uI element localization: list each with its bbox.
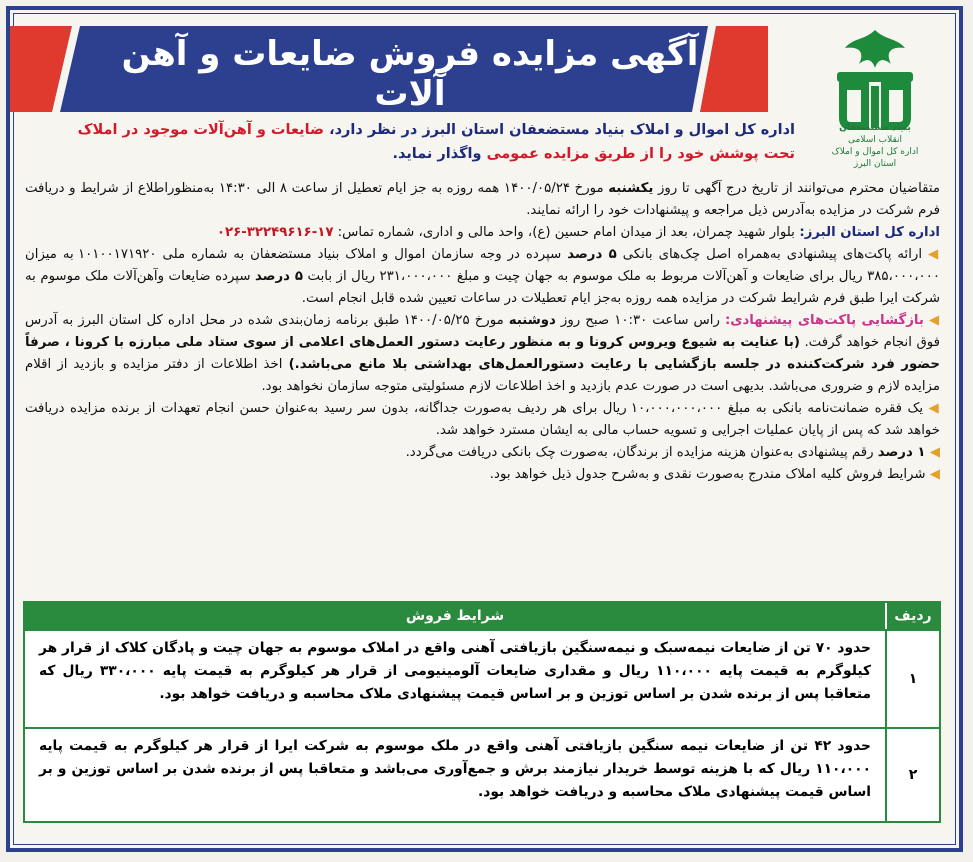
- header-row-number: ردیف: [885, 603, 939, 629]
- deposit-paragraph: [25, 244, 940, 310]
- lead-highlight: ضایعات و آهن‌آلات موجود در املاک تحت پوشش خود را از طریق مزایده عمومی: [77, 122, 795, 162]
- table-row: [25, 727, 939, 821]
- deposit-text-mid: سپرده در وجه سازمان اموال و املاک بنیاد مستضعفان به شماره ملی ۱۰۱۰۰۱۷۱۹۲۰ به میزان ۳۸۵،۰۰۰،۰۰۰ ریال برای ضایعات و آهن‌آلات مربوط به ملک موسوم به جهان چیت و مبلغ ۲۳۱،۰۰۰،۰۰۰ ریال از بابت: [25, 247, 940, 284]
- fee-paragraph: [25, 442, 940, 464]
- opening-day: دوشنبه: [508, 313, 556, 328]
- fee-text: رقم پیشنهادی به‌عنوان هزینه مزایده از برندگان، به‌صورت چک بانکی دریافت می‌گردد.: [405, 445, 878, 460]
- row-terms: حدود ۷۰ تن از ضایعات نیمه‌سبک و نیمه‌سنگین بازیافتی آهنی واقع در املاک موسوم به جهان چیت و پادگان کلاک از قرار هر کیلوگرم به قیمت پایه ۱۱۰،۰۰۰ ریال و مقداری ضایعات آلومینیومی از قرار هر کیلوگرم به قیمت پایه ۳۳۰،۰۰۰ ریال که متعاقبا پس از برنده شدن بر اساس توزین و بر اساس قیمت پیشنهادی ملاک محاسبه و دریافت خواهد بود.: [25, 631, 885, 727]
- bullet-icon: ◀: [928, 247, 940, 262]
- opening-text-end: اخذ اطلاعات از دفتر مزایده و بازدید از اقلام مزایده لازم و ضروری می‌باشد. بدیهی است در صورت عدم بازدید و اخذ اطلاعات لازم مسئولیتی متوجه سازمان نخواهد بود.: [25, 357, 940, 394]
- header-sales-terms: شرایط فروش: [405, 608, 505, 624]
- opening-text: راس ساعت ۱۰:۳۰ صبح روز: [555, 313, 725, 328]
- logo-caption-line: استان البرز: [853, 159, 897, 169]
- bullet-icon: ◀: [928, 313, 940, 328]
- bullet-icon: ◀: [929, 445, 940, 460]
- intro-text: متقاضیان محترم می‌توانند از تاریخ درج آگهی تا روز: [653, 181, 940, 196]
- address-paragraph: [25, 222, 940, 244]
- row-number: ۱: [885, 631, 939, 727]
- logo-caption: [800, 122, 950, 170]
- logo-caption-line: انقلاب اسلامی: [848, 135, 902, 145]
- opening-covid-note: (با عنایت به شیوع ویروس کرونا و به منظور رعایت دستور العمل‌های اعلامی از سوی ستاد ملی مبارزه با کرونا ، صرفاً حضور فرد شرکت‌کننده در جلسه بازگشایی با رعایت دستورالعمل‌های بهداشتی بلا مانع می‌باشد.): [25, 335, 940, 372]
- bullet-icon: ◀: [929, 467, 940, 482]
- address-phone: ۱۷-۳۲۲۴۹۶۱۶-۰۲۶: [216, 225, 334, 240]
- row-number: ۲: [885, 729, 939, 821]
- deposit-text-end: سپرده ضایعات وآهن‌آلات ملک موسوم به شرکت ایرا طبق فرم شرایط شرکت در مزایده همه روزه به‌جز ایام تعطیلات در ساعات تعیین شده قابل انجام است.: [25, 269, 940, 306]
- lead-paragraph: [55, 118, 795, 166]
- deposit-text: ارائه پاکت‌های پیشنهادی به‌همراه اصل چک‌های بانکی: [616, 247, 923, 262]
- intro-text-end: مورخ ۱۴۰۰/۰۵/۲۴ همه روزه به جز ایام تعطیل از ساعت ۸ الی ۱۴:۳۰ به‌منظوراطلاع از شرایط و دریافت فرم شرکت در مزایده به‌آدرس ذیل مراجعه و پیشنهادات خود را ارائه نمایند.: [25, 181, 940, 218]
- deposit-percent-2: ۵ درصد: [254, 269, 304, 284]
- address-text: بلوار شهید چمران، بعد از میدان امام حسین (ع)، واحد مالی و اداری، شماره تماس:: [333, 225, 795, 240]
- notice-body: [25, 178, 940, 486]
- guarantee-paragraph: [25, 398, 940, 442]
- terms-text: شرایط فروش کلیه املاک مندرج به‌صورت نقدی و به‌شرح جدول ذیل خواهد بود.: [489, 467, 926, 482]
- guarantee-text: یک فقره ضمانت‌نامه بانکی به مبلغ ۱۰،۰۰۰،۰۰۰،۰۰۰ ریال برای هر ردیف به‌صورت جداگانه، بدون سر رسید به‌عنوان حسن انجام تعهدات از برنده مزایده دریافت خواهد شد که پس از پایان عملیات اجرایی و تسویه حساب مالی به ایشان مسترد خواهد شد.: [25, 401, 940, 438]
- fee-percent: ۱ درصد: [877, 445, 926, 460]
- deposit-percent: ۵ درصد: [567, 247, 617, 262]
- row-terms: حدود ۴۲ تن از ضایعات نیمه سنگین بازیافتی آهنی واقع در ملک موسوم به شرکت ایرا از قرار هر کیلوگرم به قیمت پایه ۱۱۰،۰۰۰ ریال که با هزینه توسط خریدار نیازمند برش و جمع‌آوری می‌باشد و متعاقبا پس از برنده شدن بر اساس توزین و بر اساس قیمت پیشنهادی ملاک محاسبه و دریافت خواهد بود.: [25, 729, 885, 821]
- logo-caption-line: اداره کل اموال و املاک: [831, 147, 919, 157]
- table-header: [25, 603, 939, 629]
- lead-text: اداره کل اموال و املاک بنیاد مستضعفان استان البرز در نظر دارد،: [324, 122, 795, 138]
- opening-label: بازگشایی پاکت‌های پیشنهادی:: [724, 313, 924, 328]
- page-title: آگهی مزایده فروش ضایعات و آهن آلات: [121, 34, 699, 114]
- logo-caption-line: بنیاد مستضعفان: [839, 123, 911, 133]
- opening-paragraph: [25, 310, 940, 398]
- intro-paragraph: [25, 178, 940, 222]
- intro-day: یکشنبه: [608, 181, 654, 196]
- terms-paragraph: [25, 464, 940, 486]
- table-row: [25, 629, 939, 727]
- opening-text-mid: مورخ ۱۴۰۰/۰۵/۲۵ طبق برنامه زمان‌بندی شده در محل اداره کل استان البرز به آدرس فوق انجام خواهد گرفت.: [25, 313, 940, 350]
- address-label: اداره کل استان البرز:: [794, 225, 940, 240]
- lead-text-end: واگذار نماید.: [392, 146, 487, 162]
- bullet-icon: ◀: [928, 401, 940, 416]
- sales-terms-table: [23, 601, 941, 823]
